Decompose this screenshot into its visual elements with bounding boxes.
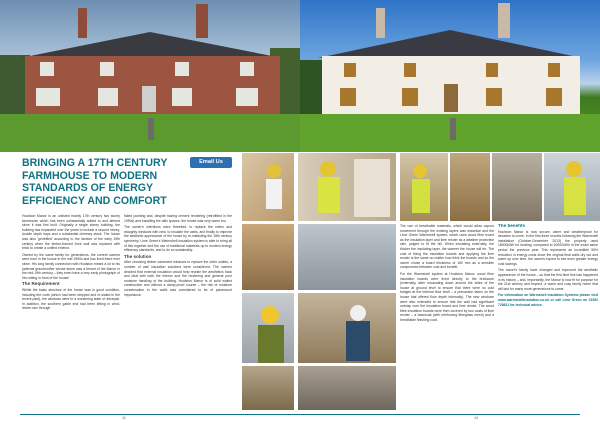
col2-paragraph-1: failed pointing and, despite having cement rendering (retrofitted in the 1990s) and installing the attic spaces, the house was very warm too.: [124, 214, 232, 223]
photo-worker-ladder: [400, 153, 448, 221]
photo-worker-hard-hat: [242, 293, 294, 363]
before-house-illustration: [0, 0, 300, 152]
col4-paragraph-2: The owner's family have changed and improved the aesthetic appearance of the house – so that the first time this has happened in its history – and, importantly, the Manor is now fit for purpose for the 21st century and beyond, a warm and cosy family home that will last for many more generations to come.: [498, 268, 598, 291]
subheading-benefits: The benefits: [498, 224, 526, 228]
body-column-3: [400, 224, 494, 410]
headline-line-1: BRINGING A 17TH CENTURY: [22, 157, 168, 169]
headline-line-4: EFFICIENCY AND COMFORT: [22, 194, 167, 207]
body-column-1: [22, 214, 120, 410]
col3-paragraph-1: The use of breathable materials, which would allow vapour movement through the existing layers was essential and the Lime Green Warmshell system, which uses wood fibre board as the insulation layer and lime render as a weather protective skin, judged to fit the bill. When insulating externally, the thicker the insulating layer, the warmer the house will be. The cost of fixing the insulation boards and applying the lime render is the same no matter how thick the boards and so the owner chose a board thickness of 160 mm as a sensible compromise between cost and benefit.: [400, 224, 494, 270]
photo-worker-hard-hat-figure: [242, 293, 294, 363]
col2-paragraph-2: The owner's intentions were threefold: to replace the rotten and draughty windows with new, to insulate the walls, and finally to improve the aesthetic appearance of the house by re-instituting the 18th century symmetry. Lime Green's Warmshell insulation system is able to bring all of this together and the use of traditional materials up to modern energy efficiency standards, and to do so sustainably.: [124, 225, 232, 253]
photo-workers-fixing-boards-figure: [242, 153, 294, 221]
after-photo-rendered-farmhouse: [300, 0, 600, 152]
contact-information: For information on Warmshell Insulation Systems please visit www.warmshellinsulation.co.uk or call Lime Green on 01952 728611 for technical advice.: [498, 293, 598, 307]
photo-render-application: [450, 153, 490, 221]
col1-paragraph-1: Houlston Manor is an unlisted mainly 17th century two storey farmhouse which has been substantially added to and altered since it was first built. Originally a single storey building, the building has expanded over the years to include a second storey, double depth bays and a substantial chimney stack. The house was also 'gentrified' according to the fashion of the early 19th century when the timber-framed front wall was replaced with brick to create a unified exterior.: [22, 214, 120, 251]
before-photo-brick-farmhouse: [0, 0, 300, 152]
footer-rule-left: [20, 414, 300, 415]
photo-fixing-detail: [242, 366, 294, 410]
col1-paragraph-2: Owned by the same family for generations, the current owners were born in the house in the mid 1950s and has lived there ever since. His long family connection with Houlston meant a lot to his paternal grandmother whose stone was a tenant of the Manor in the mid-19th century – they even have a very early photograph of him sitting in front of the house!: [22, 252, 120, 280]
headline-line-3: STANDARDS OF ENERGY: [22, 182, 154, 195]
photo-workers-fixing-boards: [242, 153, 294, 221]
headline-line-2: FARMHOUSE TO MODERN: [22, 169, 158, 182]
photo-render-finish: [298, 366, 396, 410]
photo-board-installation: [298, 224, 396, 290]
photo-mesh-layer: [492, 153, 542, 221]
col3-paragraph-2: For the Warmshell system at Houlston Manor, wood fibre insulation boards were fixed directly to the brickwork (externally, after excavating down around the sides of the house at ground level to ensure that there were no cold bridges at the internal floor level – a precaution taken on the house that offered floor depth internally). The new windows were also extended to ensure that the wall had significant overlap over the insulation board and lime render. The wood fibre insulation boards were then covered by two coats of lime render – a basecoat (with reinforcing fibreglass mesh) and a breathable finishing coat.: [400, 271, 494, 322]
body-column-2: [124, 214, 232, 410]
subheading-requirement: The Requirement: [22, 281, 60, 287]
photo-worker-plastering: [298, 293, 396, 363]
photo-worker-plastering-figure: [298, 293, 396, 363]
photo-worker-ladder-figure: [400, 153, 448, 221]
body-column-4: [498, 224, 598, 410]
photo-board-fixing: [242, 224, 294, 290]
col2-paragraph-3: After choosing timber casement windows to replace the older outlets, a number of wall insulation solutions were considered. The owners decided that external insulation would help reunite the aesthetics back and deal with both the interior and the rendering and general poor moisture handling of the building. Houlston Manor is of solid walled construction and without a damp-proof course – the risk of moisture condensation in the walls was considered to be of paramount importance.: [124, 260, 232, 297]
photo-worker-rendering-wall: [298, 153, 396, 221]
photo-worker-rendering-wall-figure: [298, 153, 396, 221]
photo-worker-vest-figure: [544, 153, 600, 221]
col1-paragraph-3: Whilst the basic structure of the house was in good condition, including the roofs (which had been stripped and re-slated in the recent past), the windows were in a worsening state of disrepair. In addition, the southern gable end had been letting in wind-driven rain through: [22, 287, 120, 311]
photo-worker-vest: [544, 153, 600, 221]
page-number-left: 42: [122, 416, 126, 420]
subheading-solution: The solution: [124, 253, 152, 259]
email-us-button[interactable]: Email Us: [190, 157, 232, 168]
after-house-illustration: [300, 0, 600, 152]
col4-paragraph-1: Houlston Manor is now secure, warm and weatherproof for decades to come. In the first three months following the Warmshell installation (October-December 2013) the property used 18000kWh for heating, compared to 40000kWh in the exact same period the previous year. This represents an incredible 55% reduction in energy costs since the original final walls dry out and warm up over time, the owners expect to see even greater energy cost savings.: [498, 229, 598, 266]
page-number-right: 43: [474, 416, 478, 420]
footer-rule-right: [300, 414, 580, 415]
